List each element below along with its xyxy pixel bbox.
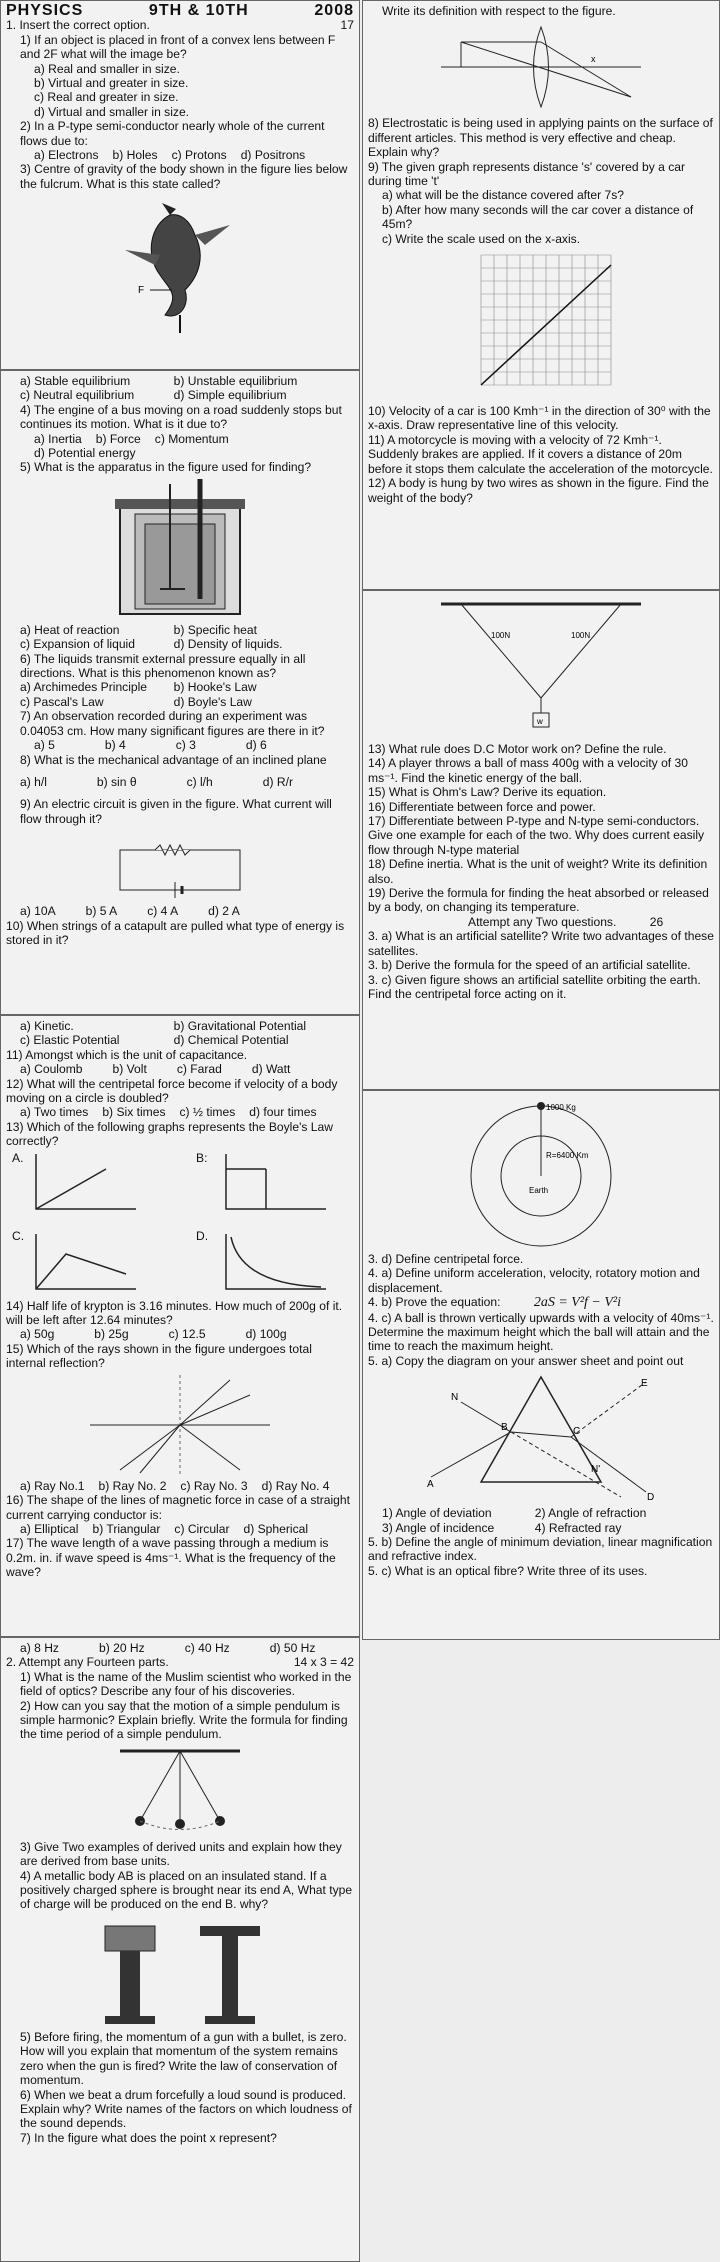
option: b) Ray No. 2 — [98, 1478, 167, 1493]
question-1-4: 4) The engine of a bus moving on a road suddenly stops but continues its motion. What is it due to? — [20, 402, 342, 432]
option: d) four times — [249, 1105, 317, 1120]
option: c) Neutral equilibrium — [20, 388, 135, 403]
option: b) Holes — [112, 148, 158, 163]
section-3 — [362, 1090, 720, 1640]
option: c) Elastic Potential — [20, 1033, 120, 1048]
prism-figure — [421, 1372, 661, 1502]
option: a) 5 — [34, 738, 55, 753]
graph-label-d: D. — [196, 1228, 209, 1243]
question-2-19: 19) Derive the formula for finding the heat absorbed or released by a body, on changing its temperature. — [368, 886, 709, 915]
satellite-mass-label: 1000 Kg — [546, 1103, 576, 1112]
option: c) l/h — [186, 774, 213, 789]
option: a) 8 Hz — [20, 1641, 59, 1655]
question-1-3: 3) Centre of gravity of the body shown in the figure lies below the fulcrum. What is this state called? — [20, 162, 348, 191]
option: b) Unstable equilibrium — [173, 374, 298, 388]
option: d) Ray No. 4 — [261, 1478, 330, 1493]
question-4-a: 4. a) Define uniform acceleration, velocity, rotatory motion and displacement. — [368, 1266, 700, 1295]
option: a) Stable equilibrium — [20, 374, 131, 388]
question-2-10: 10) Velocity of a car is 100 Kmh⁻¹ in the direction of 30⁰ with the x-axis. Draw representative line of this velocity. — [368, 404, 711, 433]
question-2-16: 16) Differentiate between force and power. — [368, 799, 596, 814]
option: d) Chemical Potential — [173, 1033, 289, 1048]
question-1-9: 9) An electric circuit is given in the figure. What current will flow through it? — [20, 797, 332, 826]
question-2-5: 5) Before firing, the momentum of a gun with a bullet, is zero. How will you explain that momentum of the system remains zero when the gun is fired? Write the law of conservation of momentum. — [20, 2029, 347, 2088]
option: a) Ray No.1 — [20, 1478, 85, 1493]
question-1-10: 10) When strings of a catapult are pulled what type of energy is stored in it? — [6, 918, 345, 947]
orbit-radius-label: R=6400 Km — [546, 1151, 589, 1160]
prism-label-n: N — [451, 1392, 459, 1404]
svg-text:x: x — [591, 54, 596, 65]
option: a) h/l — [20, 774, 47, 789]
graph-label-b: B: — [196, 1150, 208, 1165]
section-3-title: Attempt any Two questions. — [468, 914, 617, 929]
option: c) Momentum — [154, 431, 229, 446]
option: a) Two times — [20, 1105, 89, 1120]
question-2-9-a: a) what will be the distance covered after 7s? — [382, 188, 625, 203]
option: a) Electrons — [34, 148, 99, 163]
question-1-16: 16) The shape of the lines of magnetic force in case of a straight current carrying conductor is: — [6, 1493, 350, 1522]
question-3-c: 3. c) Given figure shows an artificial satellite orbiting the earth. Find the centripetal force acting on it. — [368, 972, 701, 1001]
question-5-c: 5. c) What is an optical fibre? Write three of its uses. — [368, 1563, 648, 1578]
option: c) Protons — [171, 148, 227, 163]
option: b) Specific heat — [173, 622, 257, 637]
prism-part: 2) Angle of refraction — [534, 1506, 647, 1521]
option: d) Potential energy — [34, 446, 136, 461]
question-2-3: 3) Give Two examples of derived units and explain how they are derived from base units. — [20, 1839, 342, 1869]
option: b) Hooke's Law — [173, 680, 257, 695]
year-title: 2008 — [314, 2, 354, 19]
option: c) 12.5 — [168, 1327, 206, 1342]
circuit-figure — [100, 830, 260, 900]
question-1-7: 7) An observation recorded during an experiment was 0.04053 cm. How many significant figures are there in it? — [20, 709, 325, 738]
question-1-6: 6) The liquids transmit external pressure equally in all directions. What is this phenomenon known as? — [20, 651, 306, 681]
weight-label: w — [537, 717, 543, 726]
subject-title: PHYSICS — [6, 2, 84, 19]
total-internal-reflection-figure — [80, 1375, 280, 1475]
option: c) Pascal's Law — [20, 694, 104, 709]
question-2-9: 9) The given graph represents distance 's' covered by a car during time 't' — [368, 159, 685, 189]
question-3-d: 3. d) Define centripetal force. — [368, 1252, 524, 1266]
graph-label-a: A. — [12, 1150, 24, 1165]
prism-part: 4) Refracted ray — [534, 1520, 622, 1535]
question-2-15: 15) What is Ohm's Law? Derive its equation. — [368, 785, 607, 800]
option: d) Watt — [251, 1062, 291, 1077]
prism-label-a: A — [427, 1479, 434, 1491]
question-2-8: 8) Electrostatic is being used in applying paints on the surface of different articles. This method is very effective and cheap. Explain why? — [368, 116, 713, 160]
option: a) Inertia — [34, 431, 82, 446]
section-1-part-a — [0, 0, 360, 370]
hanging-body-figure — [431, 598, 651, 738]
equation: 2aS = V²f − V²i — [533, 1295, 621, 1311]
option: a) Coulomb — [20, 1062, 83, 1077]
option: c) 3 — [175, 738, 196, 753]
grade-title: 9TH & 10TH — [148, 2, 249, 19]
prism-label-c: C — [573, 1426, 581, 1438]
option: d) R/r — [262, 774, 294, 789]
option: b) Force — [95, 431, 141, 446]
question-1-11: 11) Amongst which is the unit of capacitance. — [6, 1047, 248, 1062]
prism-part: 1) Angle of deviation — [382, 1506, 492, 1521]
section-1-title: 1. Insert the correct option. — [6, 18, 150, 33]
tension-label-left: 100N — [491, 631, 511, 640]
option: b) 4 — [104, 738, 126, 753]
option: a) Elliptical — [20, 1521, 79, 1536]
option: a) Real and smaller in size. — [34, 61, 180, 76]
question-2-7-cont: Write its definition with respect to the figure. — [382, 4, 616, 18]
question-2-18: 18) Define inertia. What is the unit of weight? Write its definition also. — [368, 857, 708, 886]
option: b) 25g — [94, 1327, 129, 1342]
svg-text:F: F — [138, 285, 145, 297]
prism-part: 3) Angle of incidence — [382, 1520, 495, 1535]
question-3-b: 3. b) Derive the formula for the speed of an artificial satellite. — [368, 958, 691, 973]
option: d) Density of liquids. — [173, 637, 283, 652]
question-3-a: 3. a) What is an artificial satellite? Write two advantages of these satellites. — [368, 929, 714, 958]
question-5-a: 5. a) Copy the diagram on your answer sheet and point out — [368, 1353, 684, 1368]
section-2 — [0, 1637, 360, 2262]
option: b) Triangular — [92, 1521, 161, 1536]
question-1-1: 1) If an object is placed in front of a convex lens between F and 2F what will the image be? — [20, 32, 336, 62]
paper-header — [6, 4, 354, 18]
question-2-9-c: c) Write the scale used on the x-axis. — [382, 231, 581, 246]
question-2-11: 11) A motorcycle is moving with a velocity of 72 Kmh⁻¹. Suddenly brakes are applied. If it covers a distance of 20m before it stops them calculate the acceleration of the motorcycle. — [368, 432, 713, 476]
question-2-9-b: b) After how many seconds will the car cover a distance of 45m? — [382, 202, 694, 232]
option: c) Real and greater in size. — [34, 90, 179, 105]
option: a) 10A — [20, 904, 56, 919]
graph-label-c: C. — [12, 1228, 25, 1243]
option: c) 4 A — [147, 904, 179, 919]
option: d) Spherical — [243, 1521, 309, 1536]
option: a) Heat of reaction — [20, 622, 120, 637]
prism-label-n-prime: N' — [591, 1464, 601, 1476]
option: b) Gravitational Potential — [173, 1019, 307, 1033]
option: d) 2 A — [208, 904, 240, 919]
option: c) Farad — [176, 1062, 222, 1077]
question-2-17: 17) Differentiate between P-type and N-type semi-conductors. Give one example for each of the two. Why does current easily flow through N-type material — [368, 814, 705, 857]
question-1-8: 8) What is the mechanical advantage of an inclined plane — [20, 752, 327, 767]
lens-ray-figure — [441, 22, 641, 112]
question-2-6: 6) When we beat a drum forcefully a loud sound is produced. Explain why? Write names of the factors on which loudness of the sound depends. — [20, 2087, 352, 2131]
satellite-orbit-figure — [451, 1098, 631, 1248]
option: c) Circular — [174, 1521, 230, 1536]
section-2-part-c — [362, 590, 720, 1090]
question-1-13: 13) Which of the following graphs represents the Boyle's Law correctly? — [6, 1119, 333, 1149]
prism-label-b: B — [501, 1422, 508, 1434]
conductor-stand-figure — [70, 1916, 290, 2026]
pendulum-figure — [100, 1746, 260, 1836]
section-1-marks: 17 — [340, 18, 354, 33]
question-2-1: 1) What is the name of the Muslim scientist who worked in the field of optics? Describe any four of his discoveries. — [20, 1669, 352, 1699]
option: b) sin θ — [96, 774, 137, 789]
option: d) Virtual and smaller in size. — [34, 104, 190, 119]
question-1-5: 5) What is the apparatus in the figure used for finding? — [20, 460, 312, 475]
option: c) 40 Hz — [184, 1641, 230, 1655]
balancing-bird-figure — [110, 195, 250, 335]
option: d) Simple equilibrium — [173, 388, 287, 403]
option: d) 50 Hz — [269, 1641, 316, 1655]
option: d) 6 — [245, 738, 267, 753]
option: a) Kinetic. — [20, 1019, 74, 1033]
option: b) Six times — [102, 1105, 166, 1120]
question-2-14: 14) A player throws a ball of mass 400g with a velocity of 30 ms⁻¹. Find the kinetic energy of the ball. — [368, 756, 688, 785]
option: a) 50g — [20, 1327, 55, 1342]
section-1-part-c — [0, 1015, 360, 1637]
section-3-marks: 26 — [649, 914, 664, 929]
option: d) Boyle's Law — [173, 694, 252, 709]
option: c) Expansion of liquid — [20, 637, 135, 652]
option: a) Archimedes Principle — [20, 680, 148, 695]
prism-label-e: E — [641, 1378, 648, 1390]
question-2-4: 4) A metallic body AB is placed on an insulated stand. If a positively charged sphere is brought near its end A, What type of charge will be produced on the end B. why? — [20, 1868, 353, 1912]
tension-label-right: 100N — [571, 631, 591, 640]
boyles-law-graphs — [6, 1149, 354, 1299]
question-2-7: 7) In the figure what does the point x represent? — [20, 2130, 277, 2145]
option: d) 100g — [245, 1327, 287, 1342]
question-1-17: 17) The wave length of a wave passing through a medium is 0.2m. in. if wave speed is 4ms⁻¹. What is the frequency of the wave? — [6, 1536, 336, 1580]
question-2-2: 2) How can you say that the motion of a simple pendulum is simple harmonic? Explain briefly. Write the formula for finding the time period of a simple pendulum. — [20, 1698, 348, 1742]
section-2-title: 2. Attempt any Fourteen parts. — [6, 1655, 169, 1670]
option: b) Virtual and greater in size. — [34, 76, 189, 91]
question-2-13: 13) What rule does D.C Motor work on? Define the rule. — [368, 742, 667, 756]
section-2-marks: 14 x 3 = 42 — [293, 1655, 354, 1670]
calorimeter-figure — [90, 479, 270, 619]
question-5-b: 5. b) Define the angle of minimum deviation, linear magnification and refractive index. — [368, 1535, 713, 1564]
graphs-svg — [26, 1149, 356, 1299]
option: b) Volt — [112, 1062, 147, 1077]
prism-label-d: D — [647, 1492, 655, 1503]
question-2-12: 12) A body is hung by two wires as shown in the figure. Find the weight of the body? — [368, 476, 709, 505]
option: b) 5 A — [85, 904, 118, 919]
question-1-2: 2) In a P-type semi-conductor nearly whole of the current flows due to: — [20, 119, 325, 148]
option: d) Positrons — [240, 148, 306, 163]
question-4-c: 4. c) A ball is thrown vertically upwards with a velocity of 40ms⁻¹. Determine the maximum height which the ball will attain and the time to reach the maximum height. — [368, 1310, 714, 1354]
question-1-14: 14) Half life of krypton is 3.16 minutes. How much of 200g of it. will be left after 12.64 minutes? — [6, 1298, 343, 1328]
distance-time-graph — [466, 250, 616, 400]
option: c) Ray No. 3 — [180, 1478, 248, 1493]
option: b) 20 Hz — [98, 1641, 145, 1655]
earth-label: Earth — [529, 1186, 549, 1195]
question-4-b: 4. b) Prove the equation: — [368, 1295, 501, 1310]
question-1-12: 12) What will the centripetal force become if velocity of a body moving on a circle is doubled? — [6, 1076, 338, 1106]
section-2-part-b — [362, 0, 720, 590]
option: c) ½ times — [179, 1105, 236, 1120]
section-1-part-b — [0, 370, 360, 1015]
question-1-15: 15) Which of the rays shown in the figure undergoes total internal reflection? — [6, 1341, 312, 1371]
